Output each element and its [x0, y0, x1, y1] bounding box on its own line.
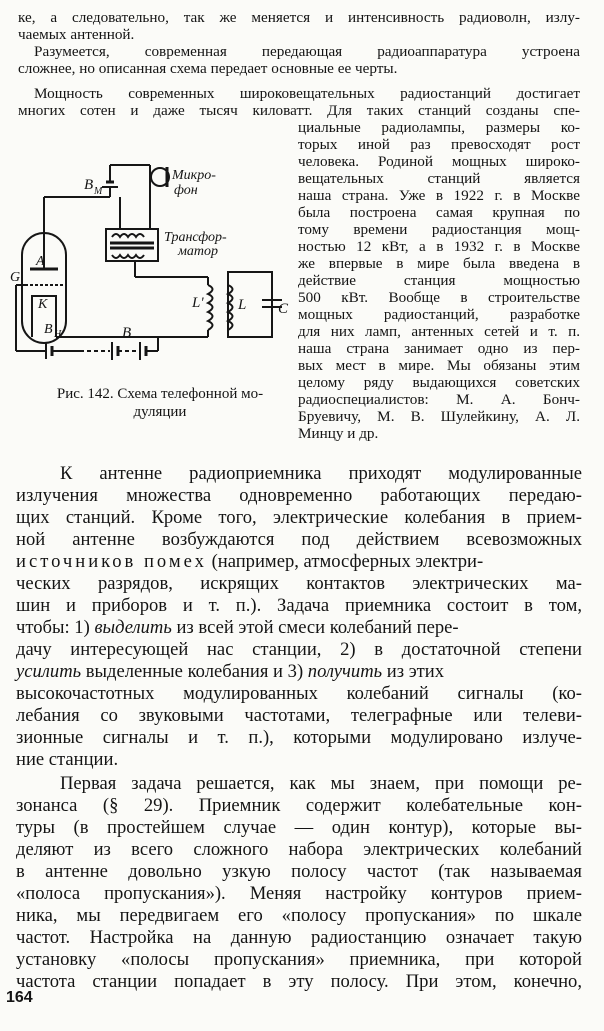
emphasis-italic: усилить: [16, 661, 82, 682]
text-line: в антенне довольно узкую полосу частот (так называемая: [16, 861, 582, 882]
tank-circuit: [228, 272, 272, 337]
text-line: действие станция мощностью: [298, 272, 580, 289]
label-k: K: [38, 297, 48, 312]
text-run: выделенные колебания и 3): [81, 661, 308, 682]
text-line: циальные радиолампы, размеры ко-: [298, 119, 580, 136]
figure-caption: [35, 385, 285, 421]
text-line: частот. Настройка на данную радиостанцию означает такую: [16, 927, 582, 948]
text-line: ника, мы передвигаем его «полосу пропускания» по шкале: [16, 905, 582, 926]
text-line: «полоса пропускания»). Меняя настройку контуров прием-: [16, 883, 582, 904]
text-line: ческих разрядов, искрящих контактов электрических ма-: [16, 573, 582, 594]
text-line: мощных радиостанций, разработке: [298, 306, 580, 323]
text-line: ной антенне возбуждаются под действием всевозможных: [16, 529, 582, 550]
text-line: ке, а следовательно, так же меняется и интенсивность радиоволн, излу-: [18, 9, 580, 26]
text-line: дачу интересующей нас станции, 2) в достаточной степени: [16, 639, 582, 660]
text-line: зионные сигналы и т. п.), которыми модулировано излуче-: [16, 727, 582, 748]
text-line: для них ламп, антенных сетей и т. п.: [298, 323, 580, 340]
text-line: была построена самая крупная по: [298, 204, 580, 221]
label-micro-1: Микро-: [172, 168, 216, 183]
text-line: многих сотен и даже тысяч киловатт. Для таких станций созданы спе-: [18, 102, 580, 119]
text-line: радиоспециалистов: М. А. Бонч-: [298, 391, 580, 408]
label-l: L: [238, 297, 247, 313]
text-line: шин и приборов и т. п.). Задача приемника состоит в том,: [16, 595, 582, 616]
text-line: деляют из всего сложного набора электрических колебаний: [16, 839, 582, 860]
circuit-diagram: [10, 137, 290, 387]
label-trans-1: Трансфор-: [164, 230, 227, 245]
text-line: вещательных станций является: [298, 170, 580, 187]
label-bm: B: [84, 177, 94, 193]
label-g: G: [10, 270, 21, 285]
page-number: 164: [6, 989, 33, 1006]
label-c: C: [278, 301, 289, 317]
text-line: целому ряду выдающихся советских: [298, 374, 580, 391]
text-line: установку «полосы пропускания» приемника, при которой: [16, 949, 582, 970]
text-line: ностью 12 кВт, а в 1932 г. в Москве: [298, 238, 580, 255]
text-line: чаемых антенной.: [18, 26, 135, 43]
coil-l-prime: [208, 285, 213, 330]
label-trans-2: матор: [178, 244, 219, 259]
label-bh-sub: H: [54, 329, 62, 340]
text-line: Первая задача решается, как мы знаем, при помощи ре-: [60, 773, 582, 794]
text-line: наша страна занимает одно из пер-: [298, 340, 580, 357]
text-line: Мощность современных широковещательных радиостанций достигает: [34, 85, 580, 102]
text-line: тому времени радиостанция мощ-: [298, 221, 580, 238]
text-line: [16, 617, 459, 639]
label-b: B: [122, 325, 132, 341]
text-line: ние станции.: [16, 749, 119, 770]
emphasis-spaced: источников помех: [16, 551, 207, 572]
label-bh: B: [44, 322, 53, 337]
text-line: щих станций. Кроме того, электрические колебания в прием-: [16, 507, 582, 528]
text-line: К антенне радиоприемника приходят модулированные: [60, 463, 582, 484]
text-line: Минцу и др.: [298, 425, 379, 442]
text-line: же впервые в мире была введена в: [298, 255, 580, 272]
text-line: [16, 661, 444, 683]
caption-line: Рис. 142. Схема телефонной мо-: [56, 386, 264, 402]
caption-line: дуляции: [133, 404, 187, 420]
text-line: туры (в простейшем случае — один контур), которые вы-: [16, 817, 582, 838]
text-line: частота станции попадает в эту полосу. При этом, конечно,: [16, 971, 582, 992]
label-a: A: [36, 254, 45, 269]
text-line: 500 кВт. Вообще в строительстве: [298, 289, 580, 306]
text-line: сложнее, но описанная схема передает основные ее черты.: [18, 60, 398, 77]
text-run: чтобы: 1): [16, 617, 95, 638]
text-line: излучения множества одновременно работающих передаю-: [16, 485, 582, 506]
text-line: человека. Родиной мощных широко-: [298, 153, 580, 170]
text-line: Разумеется, современная передающая радиоаппаратура устроена: [34, 43, 580, 60]
text-run: (например, атмосферных электри-: [206, 551, 484, 572]
text-line: торых иной раз превосходят рост: [298, 136, 580, 153]
text-line: вых мест в мире. Мы обязаны этим: [298, 357, 580, 374]
text-line: лебания со звуковыми частотами, телеграфные или телеви-: [16, 705, 582, 726]
text-run: из всей этой смеси колебаний пере-: [171, 617, 459, 638]
text-line: Бруевичу, М. В. Шулейкину, А. Л.: [298, 408, 580, 425]
text-line: высокочастотных модулированных колебаний сигналы (ко-: [16, 683, 582, 704]
text-line: [16, 551, 483, 573]
label-bm-sub: M: [94, 186, 103, 197]
text-run: из этих: [382, 661, 445, 682]
text-line: наша страна. Уже в 1922 г. в Москве: [298, 187, 580, 204]
emphasis-italic: выделить: [94, 617, 172, 638]
emphasis-italic: получить: [307, 661, 383, 682]
label-l-prime: L': [192, 295, 204, 311]
text-line: зонанса (§ 29). Приемник содержит колебательные кон-: [16, 795, 582, 816]
label-micro-2: фон: [174, 183, 198, 198]
